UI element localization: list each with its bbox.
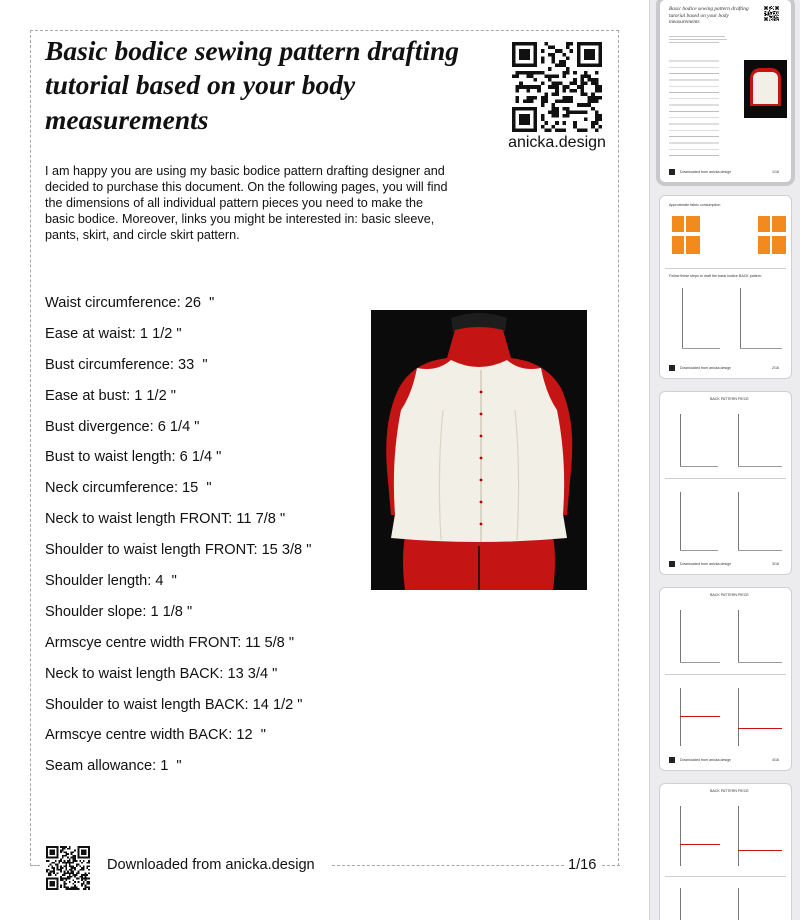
thumbnail-subheading: Follow these steps to draft the basic bodice BACK pattern:: [669, 274, 762, 278]
thumbnail-sidebar[interactable]: [651, 0, 800, 920]
measurement-item: Shoulder slope: 1 1/8 ": [45, 603, 193, 620]
thumbnail-heading: Approximate fabric consumption: [669, 203, 721, 207]
measurement-item: Bust circumference: 33 ": [45, 356, 208, 373]
qr-code-icon: [512, 42, 602, 132]
thumbnail-footer: Downloaded from anicka.design: [680, 170, 732, 174]
thumbnail-heading: BACK PATTERN PIECE: [710, 397, 749, 401]
page-border-bottom: [30, 865, 40, 866]
thumbnail-page-4[interactable]: [660, 588, 791, 770]
bodice-photo: [371, 310, 587, 590]
measurement-item: Seam allowance: 1 ": [45, 758, 182, 775]
measurement-item: Neck to waist length BACK: 13 3/4 ": [45, 665, 278, 682]
measurement-item: Neck circumference: 15 ": [45, 480, 212, 497]
thumbnail-page-1[interactable]: [660, 0, 791, 182]
footer-text: Downloaded from anicka.design: [107, 857, 315, 873]
thumbnail-page-number: 3/16: [772, 562, 779, 566]
measurement-item: Waist circumference: 26 ": [45, 295, 215, 311]
measurement-item: Shoulder to waist length FRONT: 15 3/8 ": [45, 542, 312, 559]
measurement-item: Armscye centre width BACK: 12 ": [45, 727, 266, 744]
thumbnail-page-3[interactable]: [660, 392, 791, 574]
thumbnail-footer: Downloaded from anicka.design: [680, 758, 732, 762]
thumbnail-page-number: 1/16: [772, 170, 779, 174]
thumbnail-page-2[interactable]: [660, 196, 791, 378]
thumbnail-heading: Basic bodice sewing pattern drafting tutorial based on your body measurements: [669, 6, 749, 25]
qr-code-icon: [46, 846, 90, 890]
measurement-item: Shoulder length: 4 ": [45, 573, 177, 590]
intro-paragraph: I am happy you are using my basic bodice pattern drafting designer and decided to purchase this document. On the following pages, you will find the dimensions of all individual pattern pieces you need to make the basic bodice. Moreover, links you might be interested in: basic sleeve, pants, skirt, and circle skirt pattern.: [45, 164, 448, 242]
page-border-bottom: [332, 865, 564, 866]
thumbnail-page-number: 2/16: [772, 366, 779, 370]
measurement-item: Ease at waist: 1 1/2 ": [45, 325, 182, 342]
thumbnail-heading: BACK PATTERN PIECE: [710, 789, 749, 793]
page-border-bottom: [602, 865, 620, 866]
thumbnail-page-5[interactable]: [660, 784, 791, 920]
measurement-item: Shoulder to waist length BACK: 14 1/2 ": [45, 696, 303, 713]
measurement-item: Ease at bust: 1 1/2 ": [45, 387, 176, 404]
measurement-item: Bust divergence: 6 1/4 ": [45, 418, 200, 435]
thumbnail-heading: BACK PATTERN PIECE: [710, 593, 749, 597]
measurement-item: Bust to waist length: 6 1/4 ": [45, 449, 222, 466]
brand-label: anicka.design: [508, 134, 606, 151]
page-number: 1/16: [568, 857, 597, 873]
measurement-item: Neck to waist length FRONT: 11 7/8 ": [45, 511, 286, 528]
document-title: Basic bodice sewing pattern drafting tutorial based on your body measurements: [45, 35, 460, 135]
measurement-list: [45, 292, 311, 786]
measurement-item: Armscye centre width FRONT: 11 5/8 ": [45, 634, 295, 651]
qr-code-icon: [764, 6, 779, 21]
thumbnail-footer: Downloaded from anicka.design: [680, 562, 732, 566]
thumbnail-footer: Downloaded from anicka.design: [680, 366, 732, 370]
thumbnail-page-number: 4/16: [772, 758, 779, 762]
